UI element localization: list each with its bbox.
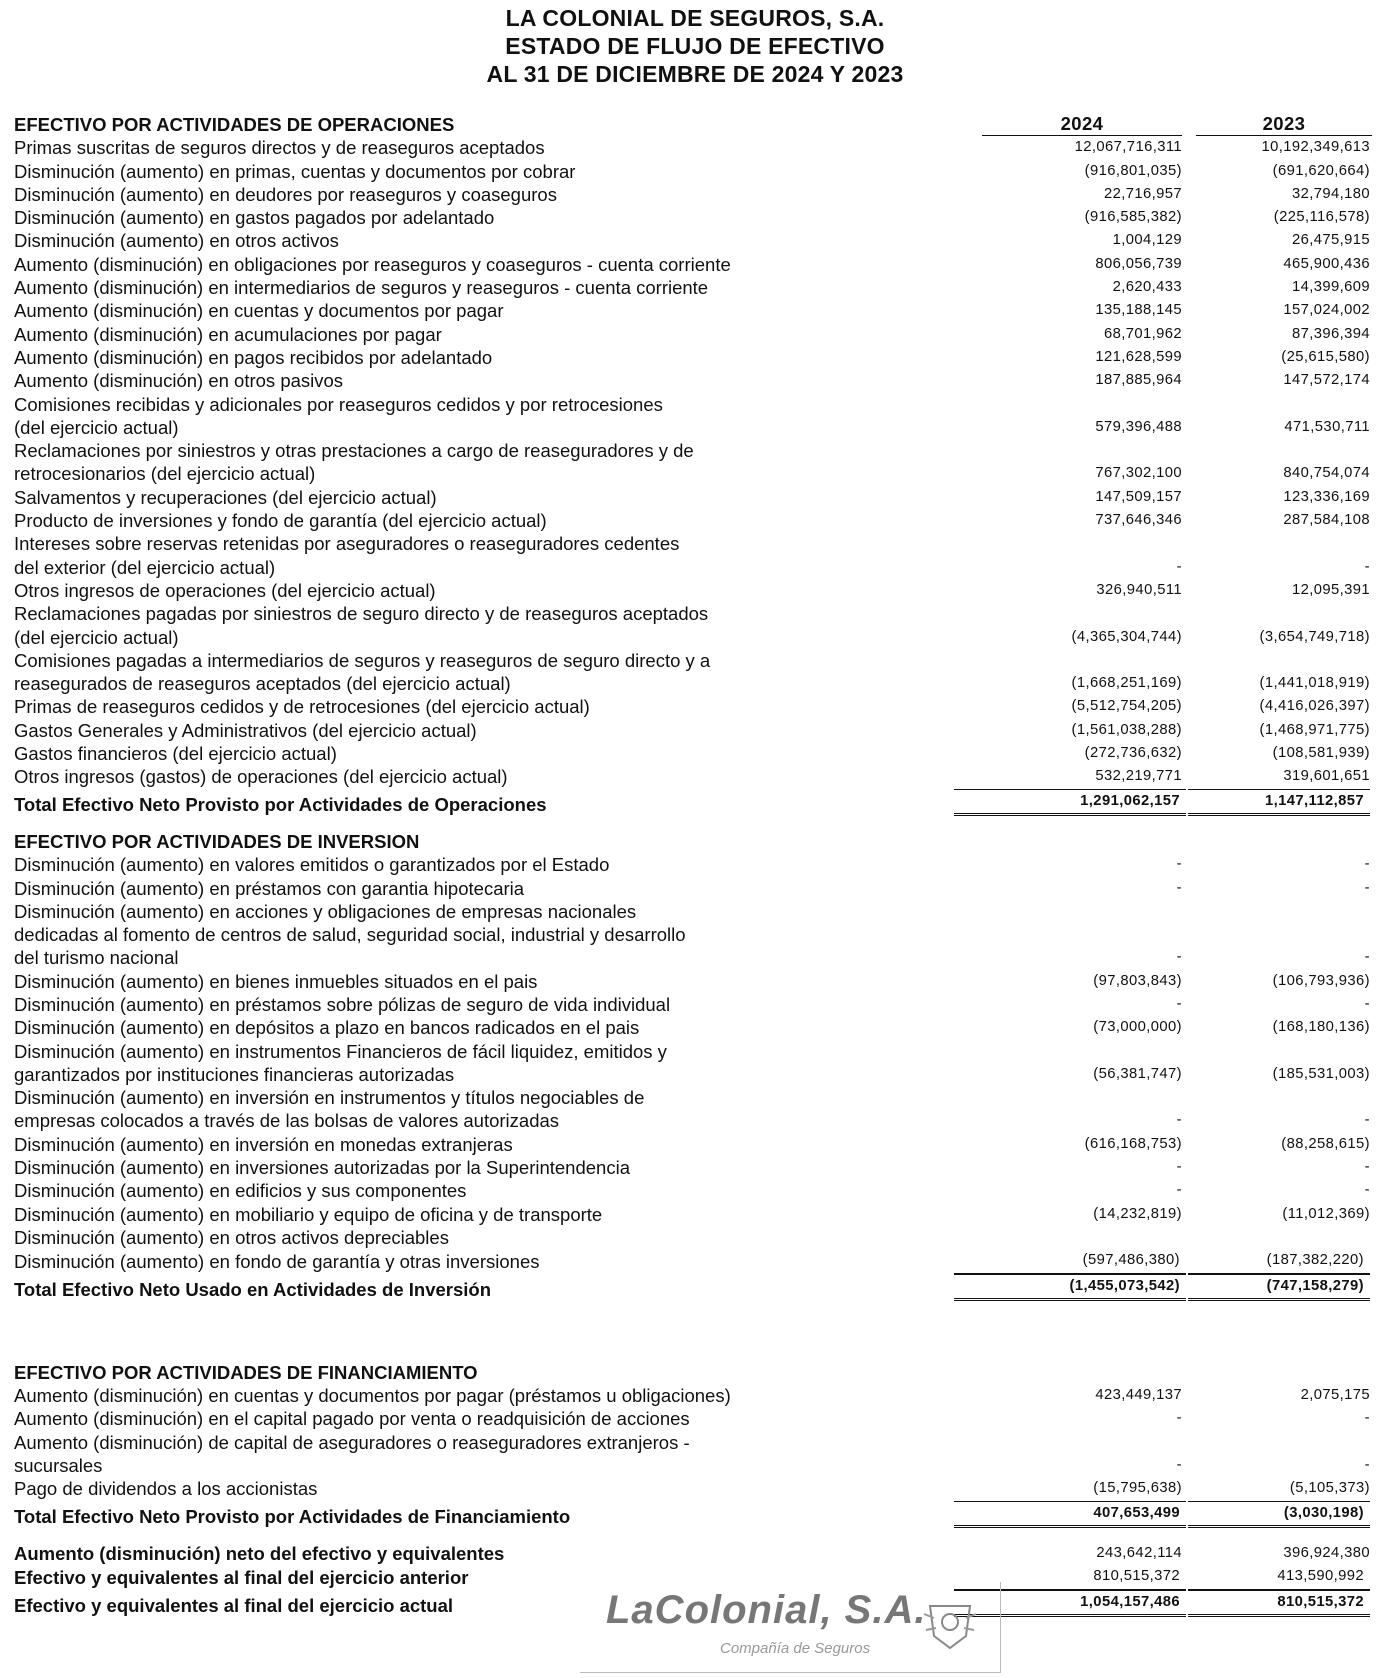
- table-row-label: Aumento (disminución) de capital de aseguradores o reaseguradores extranjeros - sucursales: [14, 1431, 690, 1477]
- table-row-2023: -: [1364, 1410, 1370, 1427]
- summary-actual-2023-value: 810,515,372: [1188, 1590, 1370, 1617]
- column-2023-header: [1182, 112, 1370, 136]
- table-row: [14, 323, 1380, 346]
- table-row-2023: (1,468,971,775): [1259, 721, 1370, 738]
- summary-neto-2024: 243,642,114: [1096, 1544, 1182, 1561]
- table-row-label: Aumento (disminución) en acumulaciones por pagar: [14, 323, 442, 345]
- table-row-label: Pago de dividendos a los accionistas: [14, 1478, 318, 1500]
- total-inversion-2023-value: (747,158,279): [1188, 1274, 1370, 1301]
- table-row-2024: (97,803,843): [1093, 972, 1182, 989]
- table-row-label: Disminución (aumento) en primas, cuentas y documentos por cobrar: [14, 160, 576, 182]
- table-row-2024: -: [1176, 1182, 1182, 1199]
- table-row-2023: 14,399,609: [1291, 279, 1370, 296]
- table-row-2023: 465,900,436: [1283, 255, 1370, 272]
- table-row-2024: (73,000,000): [1093, 1019, 1182, 1036]
- year-2023: 2023: [1196, 112, 1372, 136]
- table-row-2024: -: [1176, 1410, 1182, 1427]
- table-row-label: Disminución (aumento) en edificios y sus componentes: [14, 1180, 467, 1202]
- statement-title: ESTADO DE FLUJO DE EFECTIVO: [505, 33, 885, 59]
- table-row-2024: (56,381,747): [1093, 1065, 1182, 1082]
- table-row-2023: (168,180,136): [1272, 1019, 1370, 1036]
- table-row: [14, 1133, 1380, 1156]
- table-row: [14, 183, 1380, 206]
- year-2024: 2024: [982, 112, 1182, 136]
- table-row-2023: 287,584,108: [1283, 512, 1370, 529]
- table-row-2024: 147,509,157: [1095, 488, 1182, 505]
- summary-anterior-2023-value: 413,590,992: [1188, 1565, 1370, 1589]
- table-row: [14, 532, 1380, 579]
- table-row-2024: (14,232,819): [1093, 1205, 1182, 1222]
- table-row-2024: -: [1176, 949, 1182, 966]
- table-row-2023: 87,396,394: [1291, 325, 1370, 342]
- table-row-2024: 737,646,346: [1095, 512, 1182, 529]
- table-row: [14, 253, 1380, 276]
- table-row: [14, 160, 1380, 183]
- table-row: [14, 1016, 1380, 1039]
- table-row-2023: (4,416,026,397): [1259, 698, 1370, 715]
- total-operaciones: [14, 789, 1380, 816]
- table-row-label: Disminución (aumento) en mobiliario y equipo de oficina y de transporte: [14, 1203, 603, 1225]
- table-row: [14, 1431, 1380, 1478]
- table-row-label: Disminución (aumento) en fondo de garantía y otras inversiones: [14, 1251, 540, 1273]
- total-operaciones-label: Total Efectivo Neto Provisto por Actividades de Operaciones: [14, 793, 547, 815]
- summary-actual-2024-value: 1,054,157,486: [954, 1590, 1186, 1617]
- table-row: [14, 765, 1380, 788]
- table-row-2023: [1182, 1249, 1370, 1273]
- table-row-2024: 68,701,962: [1103, 325, 1182, 342]
- table-row-2023: -: [1364, 1159, 1370, 1176]
- table-row-label: Aumento (disminución) en otros pasivos: [14, 370, 344, 392]
- table-row: [14, 900, 1380, 970]
- summary-anterior-label: Efectivo y equivalentes al final del ejercicio anterior: [14, 1567, 469, 1589]
- table-row: [14, 509, 1380, 532]
- table-row-label: Reclamaciones por siniestros y otras prestaciones a cargo de reaseguradores y de retrocesionarios (del ejercicio actual): [14, 440, 694, 485]
- table-row-label: Disminución (aumento) en deudores por reaseguros y coaseguros: [14, 183, 557, 205]
- table-row-label: Disminución (aumento) en otros activos depreciables: [14, 1226, 449, 1248]
- table-row-label: Gastos financieros (del ejercicio actual): [14, 743, 337, 765]
- table-row: [14, 695, 1380, 718]
- spacer: [14, 1301, 1380, 1361]
- summary-actual-label: Efectivo y equivalentes al final del ejercicio actual: [14, 1594, 454, 1616]
- table-row-label: Otros ingresos de operaciones (del ejercicio actual): [14, 579, 436, 601]
- table-row-label: Aumento (disminución) en cuentas y documentos por pagar (préstamos u obligaciones): [14, 1385, 731, 1407]
- table-row-2023: (88,258,615): [1281, 1135, 1370, 1152]
- statement-period: AL 31 DE DICIEMBRE DE 2024 Y 2023: [486, 61, 904, 87]
- table-row: [14, 877, 1380, 900]
- statement-header: [0, 4, 1390, 88]
- summary-anterior-2023: [1182, 1565, 1370, 1589]
- stamp-logo: LaColonial, S.A.: [606, 1588, 927, 1632]
- total-operaciones-2023-value: 1,147,112,857: [1188, 789, 1370, 816]
- table-row-label: Aumento (disminución) en intermediarios de seguros y reaseguros - cuenta corriente: [14, 277, 709, 299]
- table-row: [14, 276, 1380, 299]
- table-row-label: Disminución (aumento) en inversiones autorizadas por la Superintendencia: [14, 1157, 630, 1179]
- table-row: [14, 579, 1380, 602]
- table-row-label: Disminución (aumento) en depósitos a plazo en bancos radicados en el pais: [14, 1017, 640, 1039]
- table-row-2023: -: [1364, 558, 1370, 575]
- table-row-label: Comisiones pagadas a intermediarios de seguros y reaseguros de seguro directo y a reasegurados de reaseguros aceptados (del ejercicio actual): [14, 649, 711, 695]
- table-row-2023: (185,531,003): [1272, 1065, 1370, 1082]
- table-row-label: Disminución (aumento) en gastos pagados por adelantado: [14, 207, 495, 229]
- table-row-label: Aumento (disminución) en pagos recibidos por adelantado: [14, 346, 493, 368]
- table-row: [14, 229, 1380, 252]
- table-row-2023: (691,620,664): [1272, 162, 1370, 179]
- table-row-2023: 26,475,915: [1291, 232, 1370, 249]
- table-row-2023: 147,572,174: [1283, 372, 1370, 389]
- total-financiamiento-2024: [954, 1501, 1182, 1528]
- spacer: [14, 816, 1380, 830]
- table-row-2024: (616,168,753): [1084, 1135, 1182, 1152]
- table-row-2023: (3,654,749,718): [1259, 628, 1370, 645]
- table-row-2024: (916,801,035): [1084, 162, 1182, 179]
- stamp-subtitle: Compañía de Seguros: [720, 1640, 871, 1657]
- table-row-label: Primas de reaseguros cedidos y de retrocesiones (del ejercicio actual): [14, 696, 590, 718]
- table-row: [14, 993, 1380, 1016]
- company-stamp: [580, 1582, 1001, 1673]
- table-row-2024: 187,885,964: [1095, 372, 1182, 389]
- table-row: [14, 970, 1380, 993]
- table-row-label: Aumento (disminución) en obligaciones por reaseguros y coaseguros - cuenta corriente: [14, 253, 731, 275]
- inversion-heading-label: EFECTIVO POR ACTIVIDADES DE INVERSION: [14, 830, 420, 852]
- total-inversion-2023: [1182, 1274, 1370, 1301]
- table-row-2023: 471,530,711: [1284, 418, 1370, 435]
- table-row-2024: (15,795,638): [1093, 1480, 1182, 1497]
- inversion-section-heading: [14, 830, 1380, 853]
- total-financiamiento-2024-value: 407,653,499: [954, 1501, 1186, 1528]
- total-operaciones-2024: [954, 789, 1182, 816]
- table-row: [14, 1249, 1380, 1273]
- table-row: [14, 439, 1380, 486]
- total-financiamiento-2023: [1182, 1501, 1370, 1528]
- table-row-2024: -: [1176, 856, 1182, 873]
- table-row: [14, 486, 1380, 509]
- summary-neto: [14, 1542, 1380, 1565]
- table-row-2023: -: [1364, 1112, 1370, 1129]
- table-row-2024: 532,219,771: [1095, 768, 1182, 785]
- table-row-label: Disminución (aumento) en bienes inmuebles situados en el pais: [14, 970, 538, 992]
- table-row: [14, 299, 1380, 322]
- table-row-label: Disminución (aumento) en otros activos: [14, 230, 339, 252]
- table-row: [14, 369, 1380, 392]
- total-inversion-2024-value: (1,455,073,542): [954, 1274, 1186, 1301]
- total-financiamiento: [14, 1501, 1380, 1528]
- summary-actual-2023: [1182, 1590, 1370, 1617]
- table-row-2024: -: [1176, 995, 1182, 1012]
- table-row: [14, 206, 1380, 229]
- table-row-2023: (108,581,939): [1272, 745, 1370, 762]
- table-row-2023: 319,601,651: [1283, 768, 1370, 785]
- table-row-2024: -: [1176, 558, 1182, 575]
- table-row-2024: 22,716,957: [1103, 185, 1182, 202]
- table-row-2023: 840,754,074: [1283, 465, 1370, 482]
- table-row-label: Comisiones recibidas y adicionales por reaseguros cedidos y por retrocesiones (del ejercicio actual): [14, 393, 663, 438]
- table-row-2023: -: [1364, 995, 1370, 1012]
- total-operaciones-2023: [1182, 789, 1370, 816]
- table-row-2024: (1,668,251,169): [1071, 675, 1182, 692]
- table-row-2023: -: [1364, 856, 1370, 873]
- table-row-label: Disminución (aumento) en inversión en monedas extranjeras: [14, 1133, 513, 1155]
- operaciones-heading-label: EFECTIVO POR ACTIVIDADES DE OPERACIONES: [14, 114, 455, 135]
- table-row-label: Disminución (aumento) en acciones y obligaciones de empresas nacionales dedicadas al fomento de centros de salud, seguridad social, industrial y desarrollo del turismo nacional: [14, 900, 686, 969]
- table-row-label: Disminución (aumento) en inversión en instrumentos y títulos negociables de empresas colocados a través de las bolsas de valores autorizadas: [14, 1087, 645, 1132]
- table-row: [14, 1179, 1380, 1202]
- total-inversion: [14, 1274, 1380, 1301]
- table-row-2024: -: [1176, 879, 1182, 896]
- table-row-label: Disminución (aumento) en instrumentos Financieros de fácil liquidez, emitidos y garantizados por instituciones financieras autorizadas: [14, 1040, 667, 1085]
- table-row-2024: (4,365,304,744): [1071, 628, 1182, 645]
- table-row: [14, 346, 1380, 369]
- column-2024-header: [954, 112, 1182, 136]
- table-row-2024: 1,004,129: [1112, 232, 1182, 249]
- financiamiento-section-heading: [14, 1361, 1380, 1384]
- table-row-2024: (916,585,382): [1084, 209, 1182, 226]
- table-row-label: Otros ingresos (gastos) de operaciones (del ejercicio actual): [14, 766, 508, 788]
- table-row: [14, 1407, 1380, 1430]
- table-row: [14, 1203, 1380, 1226]
- table-row-2024: 326,940,511: [1096, 581, 1182, 598]
- table-row: [14, 136, 1380, 159]
- table-row-2024: (1,561,038,288): [1071, 721, 1182, 738]
- table-row-label: Aumento (disminución) en el capital pagado por venta o readquisición de acciones: [14, 1408, 690, 1430]
- table-row-2024: 121,628,599: [1095, 348, 1182, 365]
- table-row-label: Intereses sobre reservas retenidas por aseguradores o reaseguradores cedentes del exterior (del ejercicio actual): [14, 533, 680, 578]
- table-row: [14, 719, 1380, 742]
- summary-neto-2023: 396,924,380: [1283, 1544, 1370, 1561]
- table-row-label: Salvamentos y recuperaciones (del ejercicio actual): [14, 486, 437, 508]
- table-row-label: Disminución (aumento) en préstamos con garantia hipotecaria: [14, 877, 525, 899]
- table-row-2023: -: [1364, 879, 1370, 896]
- total-financiamiento-label: Total Efectivo Neto Provisto por Actividades de Financiamiento: [14, 1505, 571, 1527]
- table-row-2023: 10,192,349,613: [1261, 139, 1370, 156]
- table-row-label: Disminución (aumento) en valores emitidos o garantizados por el Estado: [14, 854, 610, 876]
- table-row: [14, 393, 1380, 440]
- total-inversion-label: Total Efectivo Neto Usado en Actividades de Inversión: [14, 1278, 491, 1300]
- table-row: [14, 1086, 1380, 1133]
- table-row-2024-value: (597,486,380): [954, 1249, 1186, 1273]
- table-row-2024: (5,512,754,205): [1071, 698, 1182, 715]
- table-row-2023: (106,793,936): [1272, 972, 1370, 989]
- table-row: [14, 1156, 1380, 1179]
- total-operaciones-2024-value: 1,291,062,157: [954, 789, 1186, 816]
- table-row-2023: 157,024,002: [1283, 302, 1370, 319]
- company-name: LA COLONIAL DE SEGUROS, S.A.: [505, 5, 885, 31]
- table-row-2024: 135,188,145: [1095, 302, 1182, 319]
- table-row-label: Primas suscritas de seguros directos y de reaseguros aceptados: [14, 137, 545, 159]
- summary-neto-label: Aumento (disminución) neto del efectivo y equivalentes: [14, 1542, 505, 1564]
- total-financiamiento-2023-value: (3,030,198): [1188, 1501, 1370, 1528]
- table-row-2023: 32,794,180: [1291, 185, 1370, 202]
- table-row: [14, 1384, 1380, 1407]
- table-row-2023: -: [1364, 1182, 1370, 1199]
- table-row: [14, 1040, 1380, 1087]
- table-row-2024: 12,067,716,311: [1074, 139, 1182, 156]
- crest-icon: [920, 1596, 980, 1652]
- table-row-2023: (1,441,018,919): [1259, 675, 1370, 692]
- table-row-2024: -: [1176, 1112, 1182, 1129]
- table-row-2023: (11,012,369): [1282, 1205, 1370, 1222]
- table-row-2023-value: (187,382,220): [1188, 1249, 1370, 1273]
- financiamiento-heading-label: EFECTIVO POR ACTIVIDADES DE FINANCIAMIENTO: [14, 1361, 478, 1383]
- table-row-label: Producto de inversiones y fondo de garantía (del ejercicio actual): [14, 510, 547, 532]
- table-row: [14, 1477, 1380, 1500]
- table-row-2024: 806,056,739: [1095, 255, 1182, 272]
- table-row-2023: (25,615,580): [1281, 348, 1370, 365]
- table-row-2024: (272,736,632): [1084, 745, 1182, 762]
- table-row: [14, 602, 1380, 649]
- table-row-2024: [954, 1249, 1182, 1273]
- table-row-2024: -: [1176, 1159, 1182, 1176]
- table-row-2024: 767,302,100: [1095, 465, 1182, 482]
- table-row-2023: 123,336,169: [1283, 488, 1370, 505]
- table-row-2024: 423,449,137: [1095, 1387, 1182, 1404]
- table-row-2023: (225,116,578): [1273, 209, 1370, 226]
- table-row-label: Aumento (disminución) en cuentas y documentos por pagar: [14, 300, 504, 322]
- cash-flow-table: [14, 112, 1380, 1617]
- table-row-label: Reclamaciones pagadas por siniestros de seguro directo y de reaseguros aceptados (del ejercicio actual): [14, 603, 709, 648]
- table-row-2023: 2,075,175: [1300, 1387, 1370, 1404]
- table-row: [14, 742, 1380, 765]
- table-row: [14, 853, 1380, 876]
- table-row-2024: 2,620,433: [1112, 279, 1182, 296]
- summary-anterior-2024-value: 810,515,372: [954, 1565, 1186, 1589]
- table-row-2024: 579,396,488: [1095, 418, 1182, 435]
- operaciones-section-heading: [14, 112, 1380, 136]
- table-row-2023: 12,095,391: [1291, 581, 1370, 598]
- total-inversion-2024: [954, 1274, 1182, 1301]
- table-row-2023: (5,105,373): [1289, 1480, 1370, 1497]
- table-row: [14, 649, 1380, 696]
- table-row-label: Gastos Generales y Administrativos (del ejercicio actual): [14, 719, 477, 741]
- table-row-label: Disminución (aumento) en préstamos sobre pólizas de seguro de vida individual: [14, 993, 671, 1015]
- spacer: [14, 1528, 1380, 1542]
- table-row-2023: -: [1364, 1457, 1370, 1474]
- table-row: [14, 1226, 1380, 1249]
- table-row-2023: -: [1364, 949, 1370, 966]
- table-row-2024: -: [1176, 1457, 1182, 1474]
